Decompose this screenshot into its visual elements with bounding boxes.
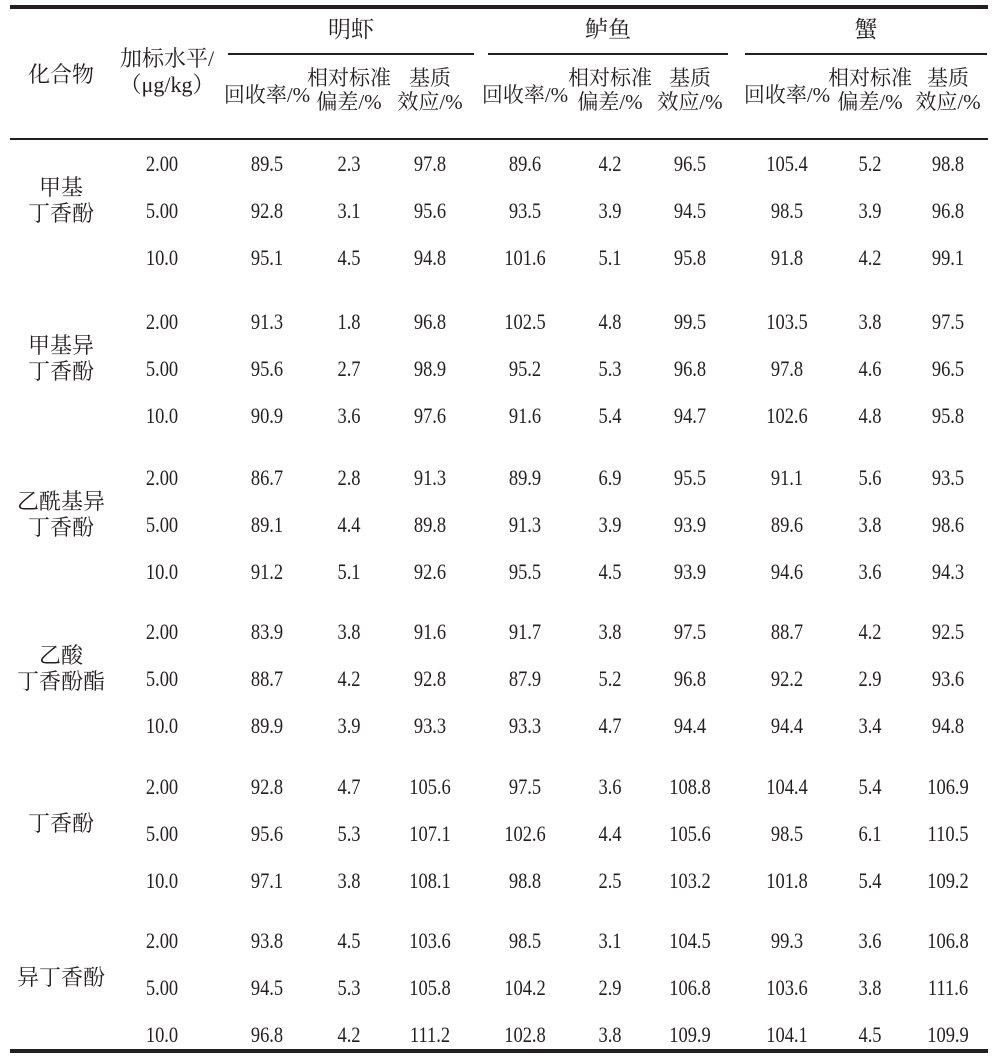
compound-name: 丁香酚	[27, 811, 94, 836]
table-cell: 104.1	[766, 1022, 808, 1047]
table-cell: 89.6	[770, 512, 804, 537]
table-cell: 95.6	[250, 356, 284, 381]
table-cell: 89.9	[250, 713, 284, 738]
table-cell: 4.2	[337, 1022, 361, 1047]
table-cell: 5.2	[598, 666, 622, 691]
table-cell: 93.6	[931, 666, 965, 691]
table-cell: 4.7	[598, 713, 622, 738]
table-cell: 93.3	[413, 713, 447, 738]
table-cell: 4.2	[337, 666, 361, 691]
table-cell: 103.2	[669, 868, 711, 893]
table-cell: 89.9	[508, 465, 542, 490]
table-cell: 4.2	[598, 151, 622, 176]
top-rule	[10, 5, 988, 9]
table-cell: 109.9	[927, 1022, 969, 1047]
table-cell: 106.8	[927, 928, 969, 953]
table-cell: 93.5	[508, 198, 542, 223]
table-cell: 96.8	[413, 309, 447, 334]
table-cell: 3.6	[858, 559, 882, 584]
table-cell: 92.8	[413, 666, 447, 691]
table-cell: 6.1	[858, 821, 882, 846]
table-cell: 109.9	[669, 1022, 711, 1047]
table-cell: 3.9	[858, 198, 882, 223]
table-cell: 103.5	[766, 309, 808, 334]
table-cell: 3.1	[598, 928, 622, 953]
table-cell: 89.5	[250, 151, 284, 176]
spike-level-cell: 5.00	[145, 356, 179, 381]
spike-level-cell: 10.0	[145, 713, 179, 738]
table-cell: 2.9	[598, 975, 622, 1000]
compound-name: 甲基 丁香酚	[27, 175, 94, 226]
header-group-bass: 鲈鱼	[585, 17, 631, 42]
table-cell: 3.6	[337, 403, 361, 428]
table-cell: 111.2	[409, 1022, 451, 1047]
table-cell: 5.1	[598, 245, 622, 270]
table-cell: 104.5	[669, 928, 711, 953]
table-cell: 90.9	[250, 403, 284, 428]
table-cell: 93.9	[673, 559, 707, 584]
table-cell: 3.9	[337, 713, 361, 738]
table-cell: 4.8	[858, 403, 882, 428]
table-cell: 3.8	[598, 619, 622, 644]
subheader-crab-recovery: 回收率/%	[743, 83, 831, 107]
table-cell: 91.7	[508, 619, 542, 644]
subheader-shrimp-rsd: 相对标准 偏差/%	[307, 66, 391, 114]
spike-level-cell: 5.00	[145, 975, 179, 1000]
spike-level-cell: 10.0	[145, 403, 179, 428]
table-cell: 94.5	[673, 198, 707, 223]
subheader-shrimp-recovery: 回收率/%	[223, 83, 311, 107]
table-cell: 4.2	[858, 619, 882, 644]
table-cell: 96.8	[673, 666, 707, 691]
table-cell: 91.1	[770, 465, 804, 490]
table-cell: 4.5	[337, 928, 361, 953]
spike-level-cell: 5.00	[145, 666, 179, 691]
spike-level-cell: 2.00	[145, 309, 179, 334]
table-cell: 96.8	[250, 1022, 284, 1047]
table-cell: 92.8	[250, 774, 284, 799]
spike-level-cell: 10.0	[145, 1022, 179, 1047]
table-cell: 103.6	[766, 975, 808, 1000]
table-cell: 108.1	[409, 868, 451, 893]
table-cell: 107.1	[409, 821, 451, 846]
table-cell: 94.3	[931, 559, 965, 584]
table-cell: 99.5	[673, 309, 707, 334]
table-cell: 3.9	[598, 198, 622, 223]
table-cell: 5.4	[858, 774, 882, 799]
spike-level-cell: 5.00	[145, 198, 179, 223]
table-cell: 91.6	[413, 619, 447, 644]
table-cell: 4.8	[598, 309, 622, 334]
table-cell: 109.2	[927, 868, 969, 893]
table-cell: 92.8	[250, 198, 284, 223]
table-cell: 4.4	[337, 512, 361, 537]
group-underline-shrimp	[228, 53, 474, 55]
table-cell: 101.8	[766, 868, 808, 893]
spike-level-cell: 2.00	[145, 928, 179, 953]
table-cell: 97.5	[673, 619, 707, 644]
table-cell: 98.5	[508, 928, 542, 953]
table-cell: 3.9	[598, 512, 622, 537]
table-cell: 92.6	[413, 559, 447, 584]
compound-name: 乙酸 丁香酚酯	[16, 643, 105, 694]
table-cell: 105.6	[669, 821, 711, 846]
table-cell: 94.6	[770, 559, 804, 584]
table-cell: 83.9	[250, 619, 284, 644]
table-cell: 5.3	[337, 821, 361, 846]
table-cell: 88.7	[770, 619, 804, 644]
compound-name: 乙酰基异 丁香酚	[16, 489, 105, 540]
subheader-bass-matrix-effect: 基质 效应/%	[657, 66, 723, 114]
table-cell: 2.3	[337, 151, 361, 176]
table-cell: 94.4	[673, 713, 707, 738]
table-cell: 96.8	[673, 356, 707, 381]
table-cell: 89.6	[508, 151, 542, 176]
table-cell: 97.5	[931, 309, 965, 334]
table-cell: 4.2	[858, 245, 882, 270]
table-cell: 96.5	[931, 356, 965, 381]
table-cell: 105.8	[409, 975, 451, 1000]
subheader-bass-recovery: 回收率/%	[481, 83, 569, 107]
table-cell: 91.3	[250, 309, 284, 334]
table-cell: 3.4	[858, 713, 882, 738]
table-cell: 2.8	[337, 465, 361, 490]
table-cell: 87.9	[508, 666, 542, 691]
header-compound: 化合物	[27, 62, 94, 87]
table-cell: 95.6	[250, 821, 284, 846]
table-cell: 5.3	[598, 356, 622, 381]
spike-level-cell: 2.00	[145, 151, 179, 176]
table-cell: 105.4	[766, 151, 808, 176]
table-cell: 91.6	[508, 403, 542, 428]
table-cell: 97.8	[770, 356, 804, 381]
group-underline-crab	[745, 53, 987, 55]
table-cell: 6.9	[598, 465, 622, 490]
table-cell: 4.5	[858, 1022, 882, 1047]
table-cell: 5.4	[598, 403, 622, 428]
table-cell: 3.8	[598, 1022, 622, 1047]
table-cell: 92.5	[931, 619, 965, 644]
subheader-bass-rsd: 相对标准 偏差/%	[568, 66, 652, 114]
table-cell: 93.3	[508, 713, 542, 738]
table-cell: 5.6	[858, 465, 882, 490]
table-cell: 4.7	[337, 774, 361, 799]
table-cell: 97.6	[413, 403, 447, 428]
compound-name: 甲基异 丁香酚	[27, 333, 94, 384]
table-cell: 98.8	[508, 868, 542, 893]
header-rule	[10, 138, 988, 140]
table-cell: 4.5	[598, 559, 622, 584]
table-cell: 95.5	[673, 465, 707, 490]
spike-level-cell: 10.0	[145, 245, 179, 270]
table-cell: 98.5	[770, 198, 804, 223]
table-cell: 5.1	[337, 559, 361, 584]
table-cell: 4.6	[858, 356, 882, 381]
table-cell: 104.2	[504, 975, 546, 1000]
table-cell: 3.6	[858, 928, 882, 953]
table-cell: 94.4	[770, 713, 804, 738]
table-cell: 2.5	[598, 868, 622, 893]
table-cell: 89.1	[250, 512, 284, 537]
table-cell: 93.9	[673, 512, 707, 537]
table-cell: 3.8	[858, 512, 882, 537]
table-cell: 2.9	[858, 666, 882, 691]
table-cell: 5.2	[858, 151, 882, 176]
table-cell: 94.5	[250, 975, 284, 1000]
table-cell: 111.6	[927, 975, 969, 1000]
table-cell: 94.8	[931, 713, 965, 738]
table-cell: 4.5	[337, 245, 361, 270]
table-cell: 101.6	[504, 245, 546, 270]
table-cell: 105.6	[409, 774, 451, 799]
table-cell: 89.8	[413, 512, 447, 537]
table-cell: 3.6	[598, 774, 622, 799]
spike-level-cell: 5.00	[145, 821, 179, 846]
table-cell: 3.8	[858, 975, 882, 1000]
table-cell: 102.6	[766, 403, 808, 428]
table-cell: 95.8	[673, 245, 707, 270]
table-cell: 99.1	[931, 245, 965, 270]
table-cell: 98.9	[413, 356, 447, 381]
compound-name: 异丁香酚	[16, 965, 105, 990]
table-cell: 3.8	[858, 309, 882, 334]
spike-level-cell: 10.0	[145, 559, 179, 584]
table-cell: 2.7	[337, 356, 361, 381]
table-cell: 97.8	[413, 151, 447, 176]
table-cell: 91.8	[770, 245, 804, 270]
table-cell: 95.6	[413, 198, 447, 223]
table-cell: 99.3	[770, 928, 804, 953]
table-cell: 97.1	[250, 868, 284, 893]
table-cell: 98.8	[931, 151, 965, 176]
table-cell: 104.4	[766, 774, 808, 799]
bottom-rule	[10, 1049, 988, 1053]
table-cell: 92.2	[770, 666, 804, 691]
subheader-crab-matrix-effect: 基质 效应/%	[915, 66, 981, 114]
header-spike-level: 加标水平/ （μg/kg）	[119, 46, 215, 97]
table-cell: 94.7	[673, 403, 707, 428]
table-cell: 1.8	[337, 309, 361, 334]
table-cell: 95.2	[508, 356, 542, 381]
table-cell: 97.5	[508, 774, 542, 799]
subheader-shrimp-matrix-effect: 基质 效应/%	[397, 66, 463, 114]
table-cell: 106.9	[927, 774, 969, 799]
spike-level-cell: 5.00	[145, 512, 179, 537]
table-cell: 102.8	[504, 1022, 546, 1047]
table-cell: 93.8	[250, 928, 284, 953]
spike-level-cell: 2.00	[145, 774, 179, 799]
table-cell: 3.8	[337, 868, 361, 893]
table-cell: 103.6	[409, 928, 451, 953]
header-group-shrimp: 明虾	[328, 17, 374, 42]
table-cell: 4.4	[598, 821, 622, 846]
table-cell: 106.8	[669, 975, 711, 1000]
table-cell: 93.5	[931, 465, 965, 490]
table-cell: 102.5	[504, 309, 546, 334]
header-group-crab: 蟹	[854, 17, 878, 42]
table-cell: 3.8	[337, 619, 361, 644]
table-cell: 95.5	[508, 559, 542, 584]
group-underline-bass	[488, 53, 728, 55]
table-cell: 96.8	[931, 198, 965, 223]
table-cell: 108.8	[669, 774, 711, 799]
table-cell: 110.5	[927, 821, 969, 846]
table-cell: 95.1	[250, 245, 284, 270]
table-cell: 98.5	[770, 821, 804, 846]
table-cell: 94.8	[413, 245, 447, 270]
table-cell: 3.1	[337, 198, 361, 223]
table-cell: 5.3	[337, 975, 361, 1000]
table-cell: 5.4	[858, 868, 882, 893]
subheader-crab-rsd: 相对标准 偏差/%	[828, 66, 912, 114]
table-cell: 91.3	[413, 465, 447, 490]
spike-level-cell: 2.00	[145, 465, 179, 490]
spike-level-cell: 10.0	[145, 868, 179, 893]
table-cell: 88.7	[250, 666, 284, 691]
table-cell: 96.5	[673, 151, 707, 176]
table-cell: 91.2	[250, 559, 284, 584]
table-cell: 95.8	[931, 403, 965, 428]
table-cell: 98.6	[931, 512, 965, 537]
table-cell: 91.3	[508, 512, 542, 537]
table-cell: 86.7	[250, 465, 284, 490]
table-cell: 102.6	[504, 821, 546, 846]
spike-level-cell: 2.00	[145, 619, 179, 644]
